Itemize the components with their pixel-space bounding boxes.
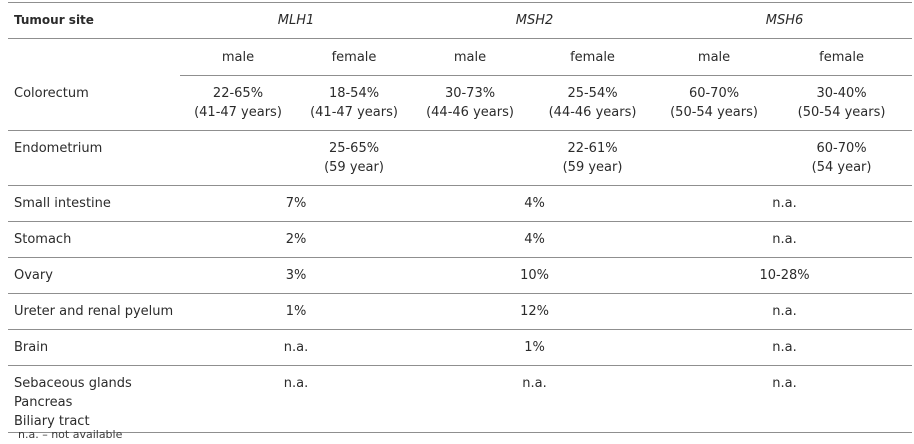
- cell-brain-mlh1: n.a.: [180, 330, 412, 366]
- table-row-brain: [8, 330, 912, 366]
- cell-stomach-msh6: n.a.: [657, 222, 912, 258]
- cell-small-intestine-mlh1: 7%: [180, 186, 412, 222]
- cell-ovary-msh6: 10-28%: [657, 258, 912, 294]
- table-row-ureter: [8, 294, 912, 330]
- header-msh2-female: female: [528, 39, 657, 76]
- site-biliary-tract: Biliary tract: [14, 414, 90, 429]
- table-header-row-genes: [8, 3, 912, 39]
- tumour-risk-table: [8, 2, 912, 433]
- site-pancreas: Pancreas: [14, 395, 73, 410]
- cell-ureter-msh2: 12%: [412, 294, 657, 330]
- row-site-sebaceous: [8, 366, 180, 433]
- cell-endometrium-msh6-male: [657, 131, 771, 186]
- header-tumour-site: Tumour site: [8, 3, 180, 39]
- cell-colorectum-msh6-male: 60-70% (50-54 years): [657, 76, 771, 131]
- cell-brain-msh6: n.a.: [657, 330, 912, 366]
- row-site-ureter: Ureter and renal pyelum: [8, 294, 180, 330]
- row-site-endometrium: Endometrium: [8, 131, 180, 186]
- table-row-ovary: [8, 258, 912, 294]
- cell-small-intestine-msh2: 4%: [412, 186, 657, 222]
- table-row-colorectum: [8, 76, 912, 131]
- header-mlh1-male: male: [180, 39, 296, 76]
- cell-colorectum-msh2-female: 25-54% (44-46 years): [528, 76, 657, 131]
- cell-ovary-mlh1: 3%: [180, 258, 412, 294]
- header-gene-mlh1: MLH1: [180, 3, 412, 39]
- header-blank-cell: [8, 39, 180, 76]
- table-row-sebaceous: [8, 366, 912, 433]
- cell-stomach-mlh1: 2%: [180, 222, 412, 258]
- cell-ovary-msh2: 10%: [412, 258, 657, 294]
- cell-sebaceous-msh2: n.a.: [412, 366, 657, 433]
- row-site-ovary: Ovary: [8, 258, 180, 294]
- cell-endometrium-msh2-male: [412, 131, 528, 186]
- table-row-stomach: [8, 222, 912, 258]
- row-site-brain: Brain: [8, 330, 180, 366]
- table-row-endometrium: [8, 131, 912, 186]
- row-site-small-intestine: Small intestine: [8, 186, 180, 222]
- header-gene-msh2: MSH2: [412, 3, 657, 39]
- cell-colorectum-mlh1-female: 18-54% (41-47 years): [296, 76, 412, 131]
- cell-colorectum-mlh1-male: 22-65% (41-47 years): [180, 76, 296, 131]
- cell-colorectum-msh2-male: 30-73% (44-46 years): [412, 76, 528, 131]
- cell-endometrium-msh2-female: 22-61% (59 year): [528, 131, 657, 186]
- cell-endometrium-mlh1-male: [180, 131, 296, 186]
- header-msh2-male: male: [412, 39, 528, 76]
- cell-endometrium-msh6-female: 60-70% (54 year): [771, 131, 912, 186]
- cell-ureter-msh6: n.a.: [657, 294, 912, 330]
- row-site-stomach: Stomach: [8, 222, 180, 258]
- cell-sebaceous-mlh1: n.a.: [180, 366, 412, 433]
- cell-ureter-mlh1: 1%: [180, 294, 412, 330]
- site-sebaceous-glands: Sebaceous glands: [14, 376, 132, 391]
- cell-colorectum-msh6-female: 30-40% (50-54 years): [771, 76, 912, 131]
- cell-small-intestine-msh6: n.a.: [657, 186, 912, 222]
- table-header-row-sex: [8, 39, 912, 76]
- cell-stomach-msh2: 4%: [412, 222, 657, 258]
- row-site-colorectum: Colorectum: [8, 76, 180, 131]
- cell-endometrium-mlh1-female: 25-65% (59 year): [296, 131, 412, 186]
- table-footnote: n.a. – not available: [18, 428, 123, 441]
- header-gene-msh6: MSH6: [657, 3, 912, 39]
- header-mlh1-female: female: [296, 39, 412, 76]
- table-row-small-intestine: [8, 186, 912, 222]
- header-msh6-male: male: [657, 39, 771, 76]
- cell-brain-msh2: 1%: [412, 330, 657, 366]
- cell-sebaceous-msh6: n.a.: [657, 366, 912, 433]
- header-msh6-female: female: [771, 39, 912, 76]
